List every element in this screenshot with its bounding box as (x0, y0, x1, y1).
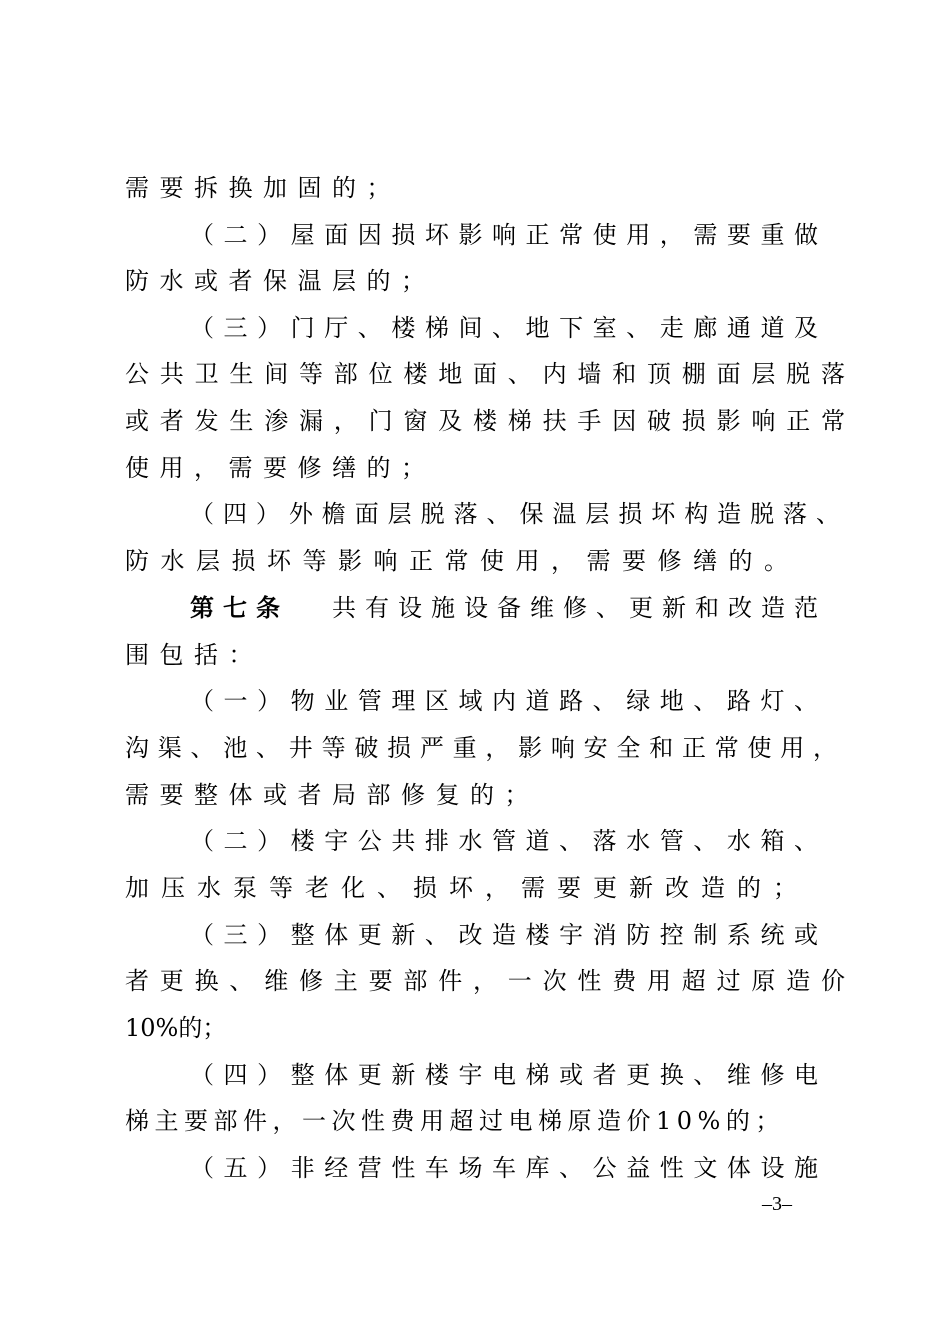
text-line: （五）非经营性车场车库、公益性文体设施 (190, 1154, 818, 1182)
page-number: –3– (762, 1193, 792, 1215)
text-line: 沟渠、池、井等破损严重，影响安全和正常使用， (125, 734, 837, 762)
article-line (190, 593, 818, 623)
text-line: （二）屋面因损坏影响正常使用，需要重做 (190, 221, 818, 249)
text-line: 加压水泵等老化、损坏，需要更新改造的； (125, 874, 809, 902)
text-line: 需要拆换加固的； (125, 174, 401, 202)
text-line: 公共卫生间等部位楼地面、内墙和顶棚面层脱落 (125, 360, 845, 388)
text-line: 或者发生渗漏，门窗及楼梯扶手因破损影响正常 (125, 407, 845, 435)
text-line: （三）整体更新、改造楼宇消防控制系统或 (190, 921, 818, 949)
text-line: 需要整体或者局部修复的； (125, 781, 539, 809)
text-line: 者更换、维修主要部件，一次性费用超过原造价 (125, 967, 845, 995)
text-line: （四）外檐面层脱落、保温层损坏构造脱落、 (190, 500, 840, 528)
article-heading: 第七条 (190, 594, 289, 622)
text-line: （四）整体更新楼宇电梯或者更换、维修电 (190, 1061, 818, 1089)
text-line: （一）物业管理区域内道路、绿地、路灯、 (190, 687, 818, 715)
text-line: 10%的； (125, 1014, 227, 1042)
text-line: 梯主要部件，一次性费用超过电梯原造价10%的； (125, 1107, 785, 1135)
text-line: （二）楼宇公共排水管道、落水管、水箱、 (190, 827, 818, 855)
text-line: 防水或者保温层的； (125, 267, 436, 295)
text-line: （三）门厅、楼梯间、地下室、走廊通道及 (190, 314, 818, 342)
text-line: 围包括： (125, 641, 263, 669)
text-line: 防水层损坏等影响正常使用，需要修缮的。 (125, 547, 800, 575)
text-line: 使用，需要修缮的； (125, 454, 436, 482)
text-line: 共有设施设备维修、更新和改造范 (323, 594, 818, 622)
